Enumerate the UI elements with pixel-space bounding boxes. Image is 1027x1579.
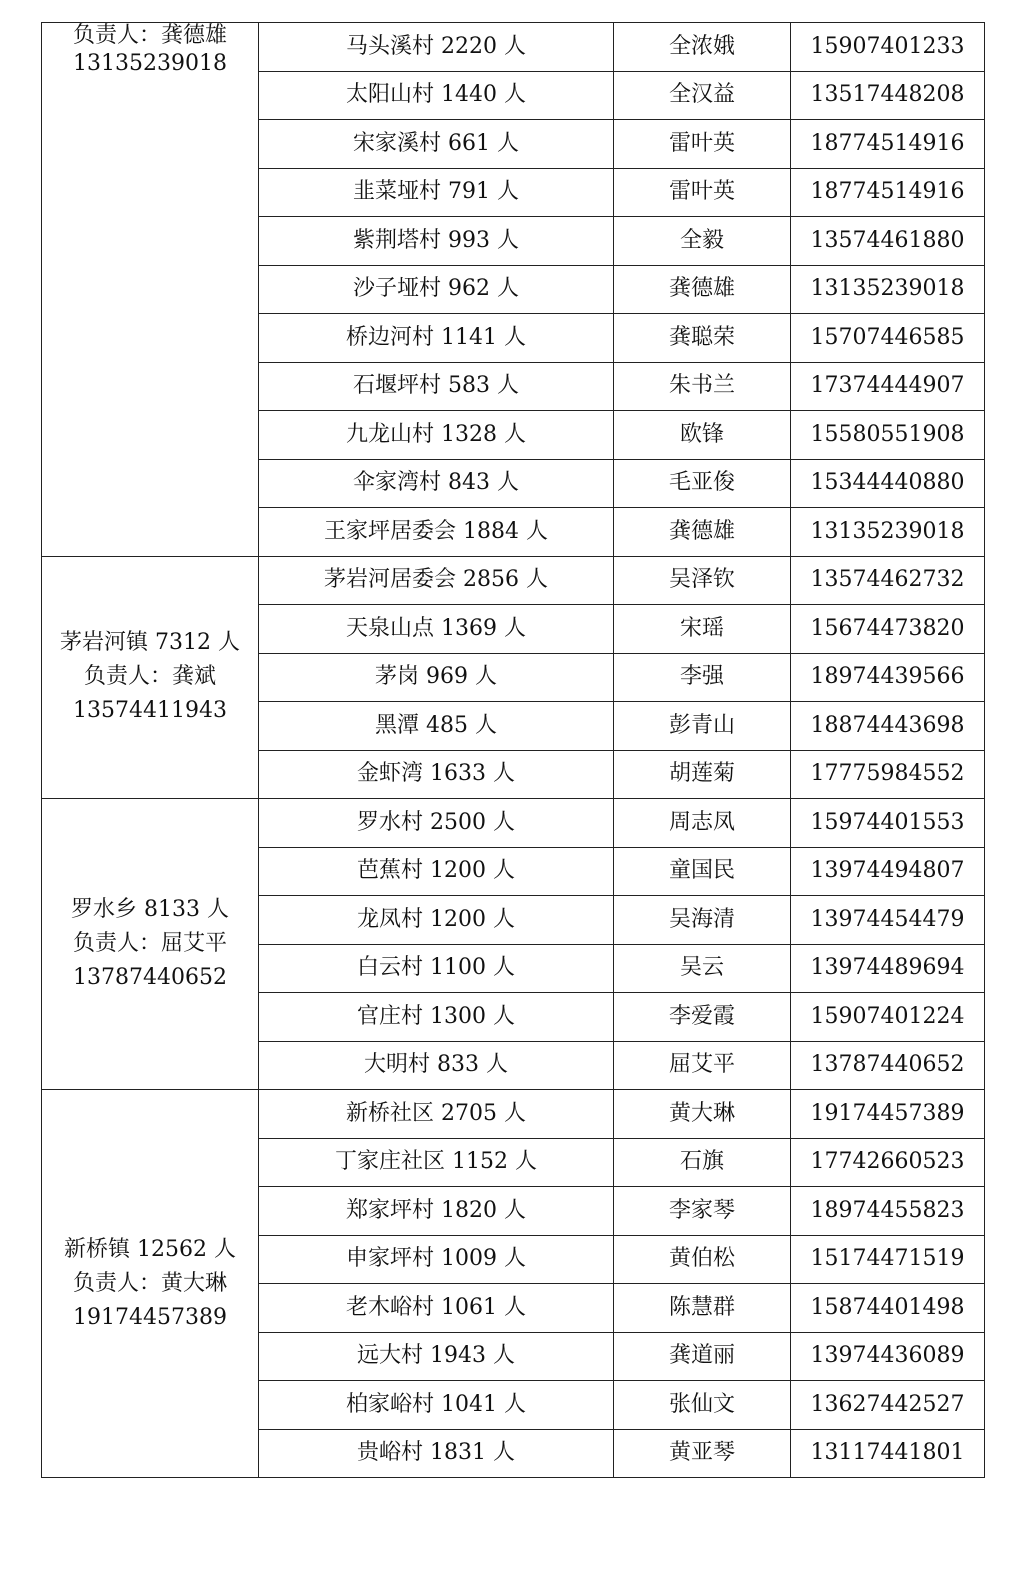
contact-name-cell: 黄亚琴 xyxy=(614,1429,791,1478)
town-cell xyxy=(42,1090,259,1478)
phone-cell: 17775984552 xyxy=(791,750,985,799)
village-cell: 桥边河村 1141 人 xyxy=(259,314,614,363)
contact-name-cell: 龚聪荣 xyxy=(614,314,791,363)
phone-cell: 18974455823 xyxy=(791,1187,985,1236)
table-row xyxy=(42,556,985,605)
contact-name-cell: 全浓娥 xyxy=(614,23,791,72)
village-cell: 黑潭 485 人 xyxy=(259,702,614,751)
contact-name-cell: 陈慧群 xyxy=(614,1284,791,1333)
phone-cell: 15580551908 xyxy=(791,411,985,460)
village-cell: 罗水村 2500 人 xyxy=(259,799,614,848)
phone-cell: 19174457389 xyxy=(791,1090,985,1139)
phone-cell: 15974401553 xyxy=(791,799,985,848)
table-row xyxy=(42,1090,985,1139)
phone-cell: 13135239018 xyxy=(791,508,985,557)
village-cell: 官庄村 1300 人 xyxy=(259,993,614,1042)
village-cell: 远大村 1943 人 xyxy=(259,1332,614,1381)
phone-cell: 13974436089 xyxy=(791,1332,985,1381)
village-cell: 郑家坪村 1820 人 xyxy=(259,1187,614,1236)
phone-cell: 18974439566 xyxy=(791,653,985,702)
contact-name-cell: 雷叶英 xyxy=(614,168,791,217)
table-body xyxy=(42,23,985,1478)
contact-name-cell: 黄大琳 xyxy=(614,1090,791,1139)
phone-cell: 15674473820 xyxy=(791,605,985,654)
contact-name-cell: 屈艾平 xyxy=(614,1041,791,1090)
phone-cell: 15707446585 xyxy=(791,314,985,363)
contact-name-cell: 李强 xyxy=(614,653,791,702)
village-cell: 茅岩河居委会 2856 人 xyxy=(259,556,614,605)
village-cell: 老木峪村 1061 人 xyxy=(259,1284,614,1333)
contact-name-cell: 黄伯松 xyxy=(614,1235,791,1284)
town-info-line: 罗水乡 8133 人 xyxy=(71,897,229,922)
phone-cell: 15907401233 xyxy=(791,23,985,72)
village-cell: 宋家溪村 661 人 xyxy=(259,120,614,169)
phone-cell: 15907401224 xyxy=(791,993,985,1042)
contact-name-cell: 毛亚俊 xyxy=(614,459,791,508)
contact-name-cell: 李家琴 xyxy=(614,1187,791,1236)
contact-name-cell: 龚道丽 xyxy=(614,1332,791,1381)
village-cell: 丁家庄社区 1152 人 xyxy=(259,1138,614,1187)
town-info-line: 13135239018 xyxy=(73,51,227,76)
contact-name-cell: 龚德雄 xyxy=(614,508,791,557)
village-cell: 九龙山村 1328 人 xyxy=(259,411,614,460)
contact-name-cell: 宋瑶 xyxy=(614,605,791,654)
village-cell: 太阳山村 1440 人 xyxy=(259,71,614,120)
contact-name-cell: 周志凤 xyxy=(614,799,791,848)
phone-cell: 15874401498 xyxy=(791,1284,985,1333)
contact-name-cell: 欧锋 xyxy=(614,411,791,460)
phone-cell: 18774514916 xyxy=(791,120,985,169)
town-cell xyxy=(42,23,259,557)
village-cell: 金虾湾 1633 人 xyxy=(259,750,614,799)
contact-name-cell: 吴海清 xyxy=(614,896,791,945)
phone-cell: 13574462732 xyxy=(791,556,985,605)
phone-cell: 13974489694 xyxy=(791,944,985,993)
village-cell: 柏家峪村 1041 人 xyxy=(259,1381,614,1430)
table-row xyxy=(42,23,985,72)
contact-name-cell: 吴泽钦 xyxy=(614,556,791,605)
contact-name-cell: 全毅 xyxy=(614,217,791,266)
phone-cell: 17374444907 xyxy=(791,362,985,411)
village-cell: 申家坪村 1009 人 xyxy=(259,1235,614,1284)
village-cell: 沙子垭村 962 人 xyxy=(259,265,614,314)
village-cell: 伞家湾村 843 人 xyxy=(259,459,614,508)
phone-cell: 13974454479 xyxy=(791,896,985,945)
town-info-line: 13574411943 xyxy=(73,698,227,724)
town-info-line: 13787440652 xyxy=(73,965,227,990)
village-cell: 芭蕉村 1200 人 xyxy=(259,847,614,896)
village-cell: 龙凤村 1200 人 xyxy=(259,896,614,945)
town-cell xyxy=(42,556,259,799)
contact-name-cell: 朱书兰 xyxy=(614,362,791,411)
village-cell: 马头溪村 2220 人 xyxy=(259,23,614,72)
village-cell: 白云村 1100 人 xyxy=(259,944,614,993)
contacts-table xyxy=(41,22,985,1478)
village-cell: 石堰坪村 583 人 xyxy=(259,362,614,411)
contact-name-cell: 张仙文 xyxy=(614,1381,791,1430)
village-cell: 大明村 833 人 xyxy=(259,1041,614,1090)
phone-cell: 13135239018 xyxy=(791,265,985,314)
phone-cell: 15174471519 xyxy=(791,1235,985,1284)
village-cell: 新桥社区 2705 人 xyxy=(259,1090,614,1139)
phone-cell: 18874443698 xyxy=(791,702,985,751)
contact-name-cell: 雷叶英 xyxy=(614,120,791,169)
town-info-line: 19174457389 xyxy=(73,1304,227,1330)
contact-name-cell: 彭青山 xyxy=(614,702,791,751)
town-info-line: 负责人：黄大琳 xyxy=(72,1270,227,1296)
phone-cell: 13117441801 xyxy=(791,1429,985,1478)
contact-name-cell: 全汉益 xyxy=(614,71,791,120)
phone-cell: 13974494807 xyxy=(791,847,985,896)
phone-cell: 18774514916 xyxy=(791,168,985,217)
phone-cell: 13627442527 xyxy=(791,1381,985,1430)
contact-name-cell: 龚德雄 xyxy=(614,265,791,314)
town-cell xyxy=(42,799,259,1090)
table-row xyxy=(42,799,985,848)
contact-name-cell: 石旗 xyxy=(614,1138,791,1187)
phone-cell: 13574461880 xyxy=(791,217,985,266)
town-info-line: 新桥镇 12562 人 xyxy=(64,1236,236,1262)
village-cell: 茅岗 969 人 xyxy=(259,653,614,702)
contact-name-cell: 李爱霞 xyxy=(614,993,791,1042)
contact-name-cell: 胡莲菊 xyxy=(614,750,791,799)
village-cell: 王家坪居委会 1884 人 xyxy=(259,508,614,557)
contact-name-cell: 童国民 xyxy=(614,847,791,896)
village-cell: 天泉山点 1369 人 xyxy=(259,605,614,654)
town-info-line: 茅岩河镇 7312 人 xyxy=(60,630,240,656)
village-cell: 紫荆塔村 993 人 xyxy=(259,217,614,266)
contact-name-cell: 吴云 xyxy=(614,944,791,993)
town-info-line: 负责人：龚德雄 xyxy=(72,23,227,48)
phone-cell: 13517448208 xyxy=(791,71,985,120)
phone-cell: 17742660523 xyxy=(791,1138,985,1187)
phone-cell: 15344440880 xyxy=(791,459,985,508)
town-info-line: 负责人：龚斌 xyxy=(83,664,216,690)
village-cell: 贵峪村 1831 人 xyxy=(259,1429,614,1478)
phone-cell: 13787440652 xyxy=(791,1041,985,1090)
village-cell: 韭菜垭村 791 人 xyxy=(259,168,614,217)
town-info-line: 负责人：屈艾平 xyxy=(72,931,227,956)
